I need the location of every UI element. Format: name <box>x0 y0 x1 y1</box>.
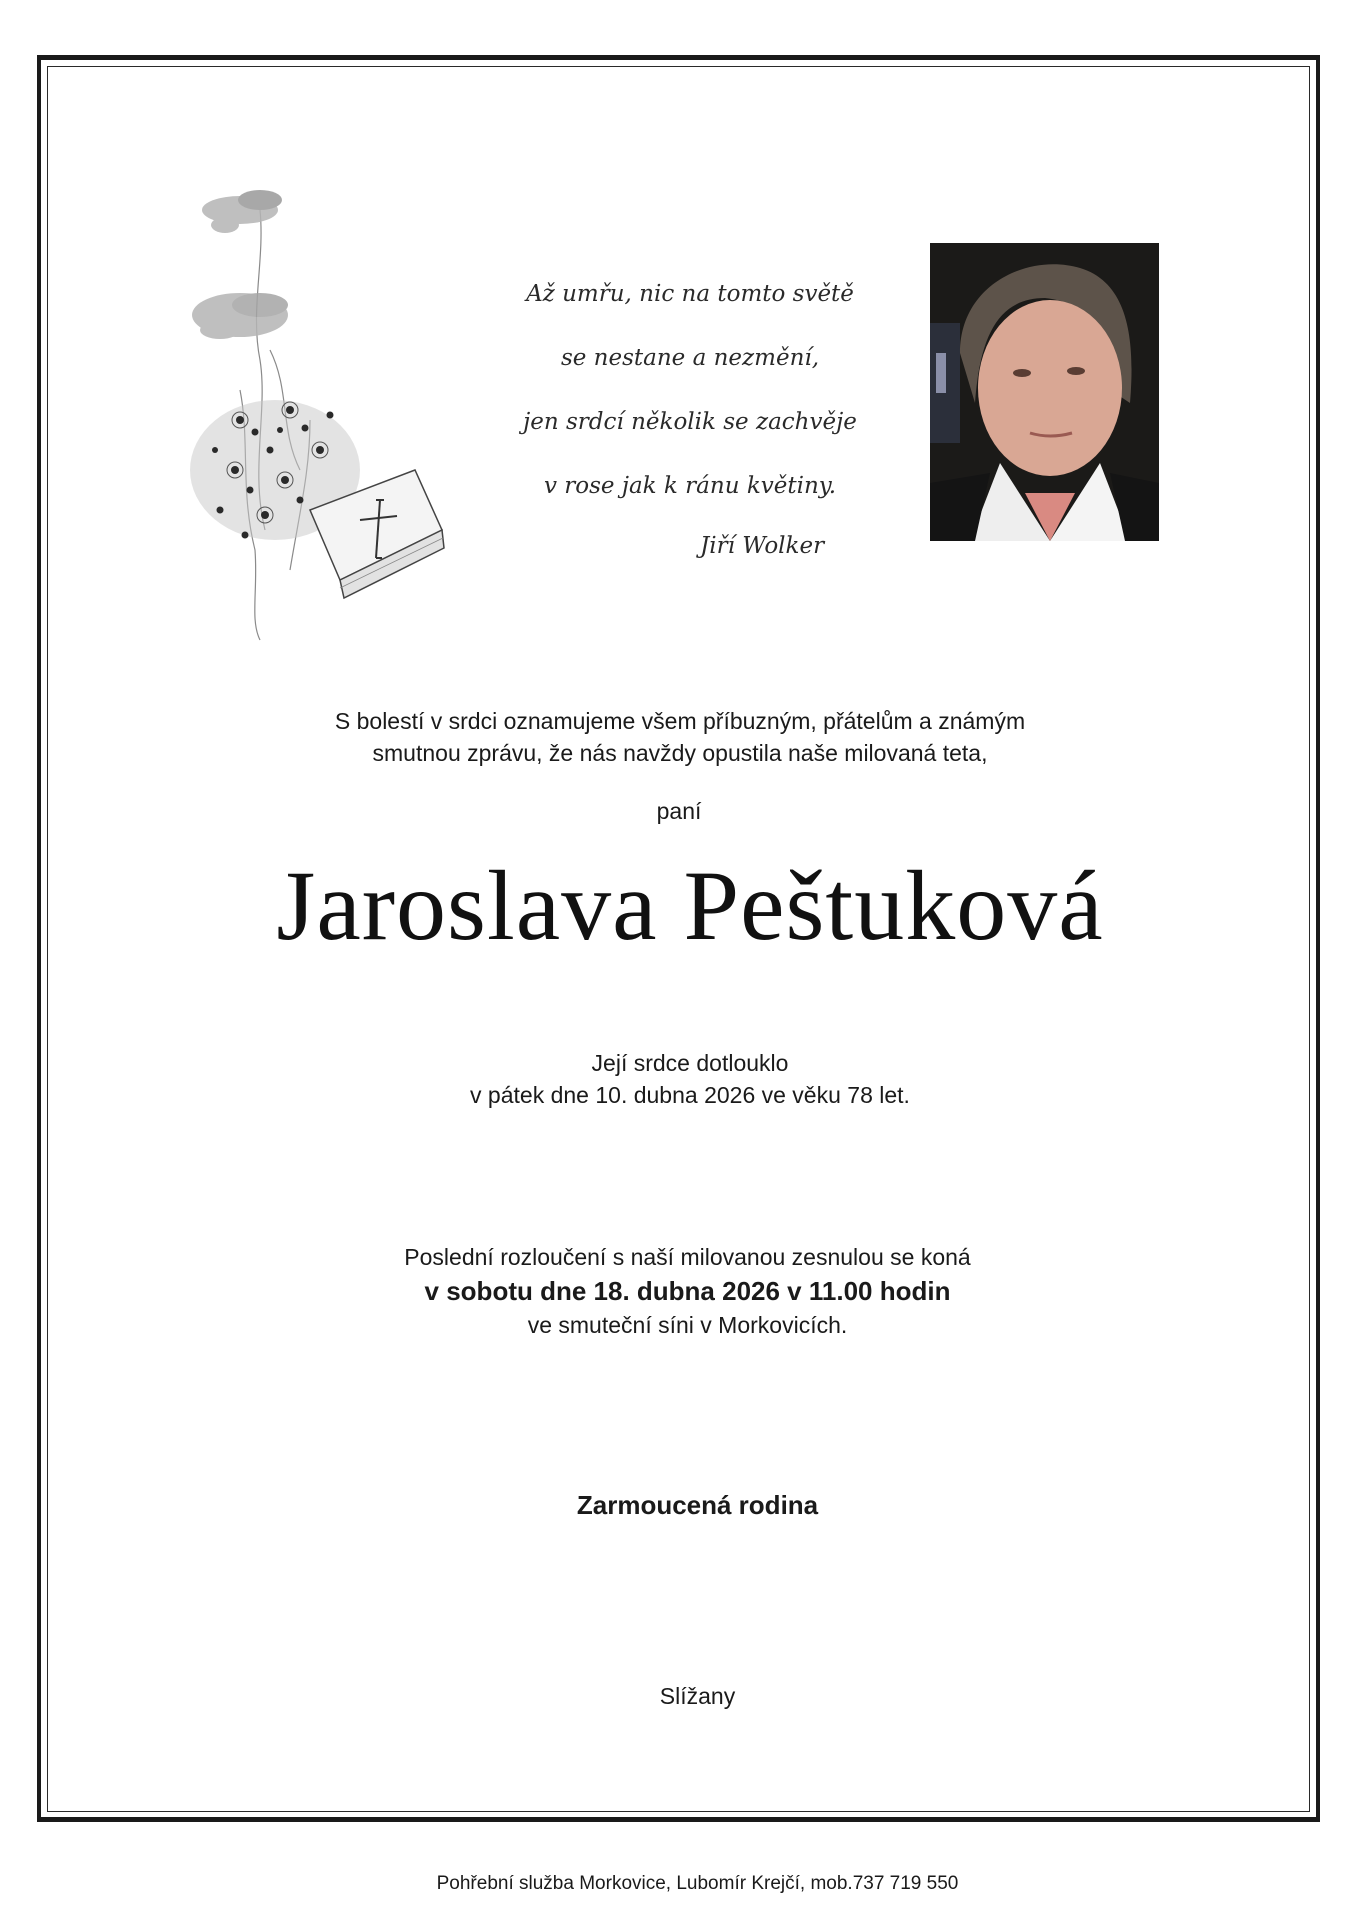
intro-line: S bolestí v srdci oznamujeme všem příbuzným, přátelům a známým <box>334 708 1026 734</box>
poem <box>470 262 910 518</box>
farewell-date: v sobotu dne 18. dubna 2026 v 11.00 hodin <box>424 1276 951 1306</box>
poem-line: Až umřu, nic na tomto světě <box>526 281 854 307</box>
portrait-photo <box>930 243 1159 541</box>
honorific: paní <box>656 798 702 824</box>
farewell-place: ve smuteční síni v Morkovicích. <box>527 1312 848 1338</box>
family-signature: Zarmoucená rodina <box>576 1490 819 1520</box>
death-line: v pátek dne 10. dubna 2026 ve věku 78 let. <box>470 1082 910 1108</box>
poem-line: se nestane a nezmění, <box>560 345 820 371</box>
farewell-line: Poslední rozloučení s naší milovanou zesnulou se koná <box>404 1244 971 1270</box>
flower-bouquet-illustration <box>180 170 480 650</box>
poem-line: v rose jak k ránu květiny. <box>543 473 837 499</box>
death-line: Její srdce dotlouklo <box>591 1050 789 1076</box>
intro-line: smutnou zprávu, že nás navždy opustila naše milovaná teta, <box>372 740 988 766</box>
death-info <box>140 1047 1240 1111</box>
poem-line: jen srdcí několik se zachvěje <box>523 409 857 435</box>
village-name: Slížany <box>659 1683 736 1709</box>
poem-author: Jiří Wolker <box>700 533 825 559</box>
deceased-name: Jaroslava Peštuková <box>276 850 1104 961</box>
announcement-intro <box>140 705 1220 769</box>
funeral-service-footer: Pohřební služba Morkovice, Lubomír Krejčí, mob.737 719 550 <box>436 1873 959 1894</box>
farewell-info <box>140 1240 1235 1342</box>
